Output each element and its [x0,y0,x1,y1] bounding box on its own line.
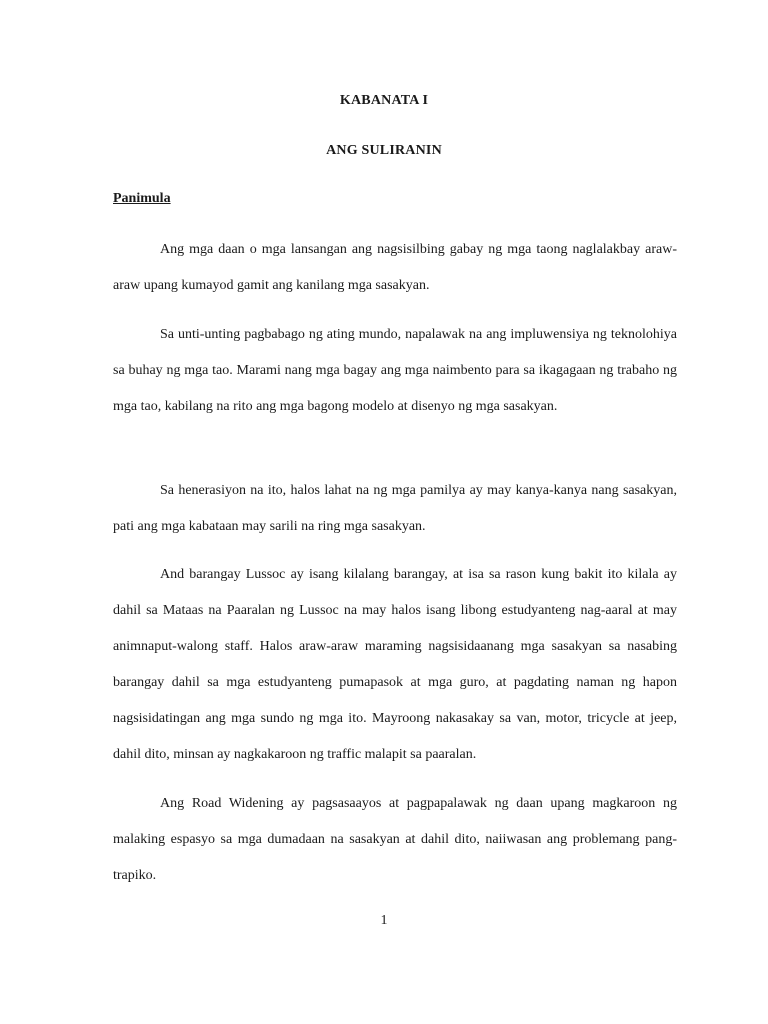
page-number: 1 [380,913,388,928]
chapter-title: KABANATA I [339,93,429,108]
paragraph: Ang mga daan o mga lansangan ang nagsisilbing gabay ng mga taong naglalakbay araw-araw upang kumayod gamit ang kanilang mga sasakyan. [113,242,677,293]
paragraph: Ang Road Widening ay pagsasaayos at pagpapalawak ng daan upang magkaroon ng malaking espasyo sa mga dumadaan na sasakyan at dahil dito, naiiwasan ang problemang pang-trapiko. [113,796,677,883]
paragraph: And barangay Lussoc ay isang kilalang barangay, at isa sa rason kung bakit ito kilala ay dahil sa Mataas na Paaralan ng Lussoc na may halos isang libong estudyanteng nag-aaral at may animnaput-walong staff. Halos araw-araw maraming nagsisidaanang mga sasakyan sa nasabing barangay dahil sa mga estudyanteng pumapasok at mga guro, at pagdating naman ng hapon nagsisidatingan ang mga sundo ng mga ito. Mayroong nakasakay sa van, motor, tricycle at jeep, dahil dito, minsan ay nagkakaroon ng traffic malapit sa paaralan. [113,567,677,762]
paragraph: Sa henerasiyon na ito, halos lahat na ng mga pamilya ay may kanya-kanya nang sasakyan, pati ang mga kabataan may sarili na ring mga sasakyan. [113,483,677,534]
paragraph: Sa unti-unting pagbabago ng ating mundo, napalawak na ang impluwensiya ng teknolohiya sa buhay ng mga tao. Marami nang mga bagay ang mga naimbento para sa ikagagaan ng trabaho ng mga tao, kabilang na rito ang mga bagong modelo at disenyo ng mga sasakyan. [113,327,677,414]
section-heading: Panimula [113,191,171,206]
chapter-subtitle: ANG SULIRANIN [326,143,442,158]
